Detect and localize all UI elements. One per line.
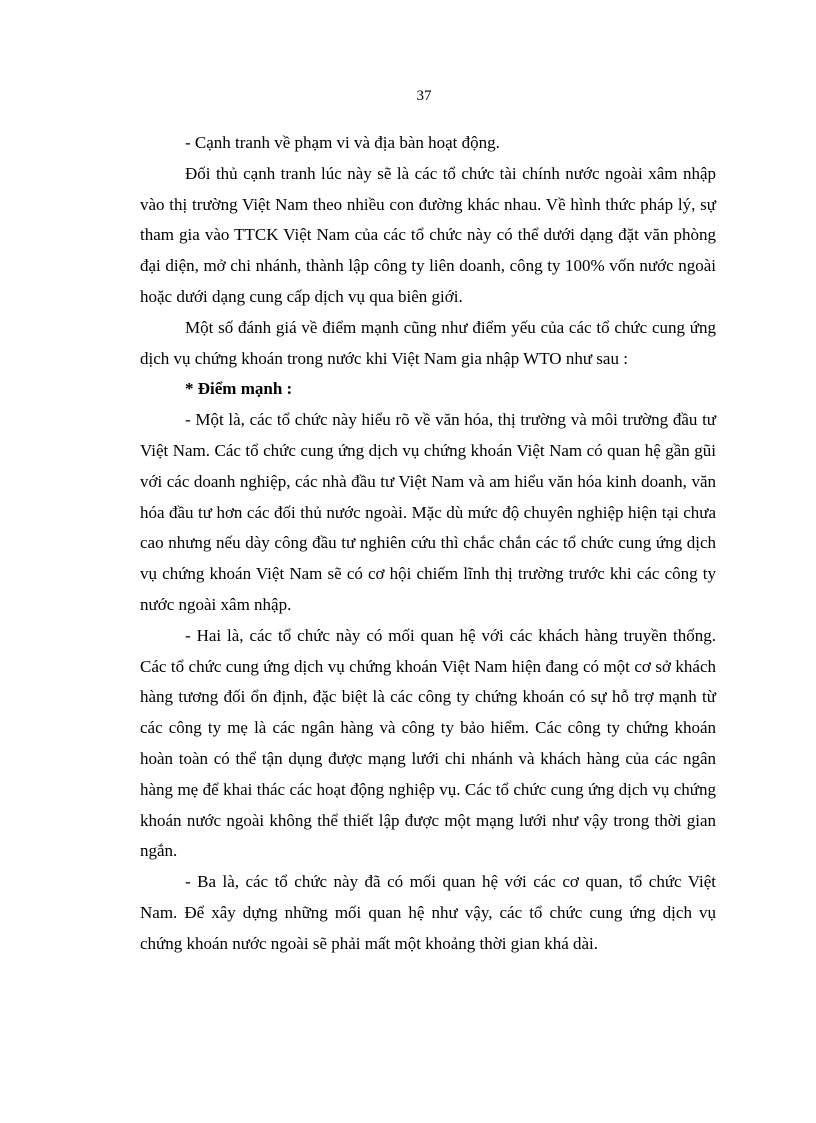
- paragraph-foreign-competitors: Đối thủ cạnh tranh lúc này sẽ là các tổ chức tài chính nước ngoài xâm nhập vào thị trường Việt Nam theo nhiều con đường khác nhau. Về hình thức pháp lý, sự tham gia vào TTCK Việt Nam của các tổ chức này có thể dưới dạng đặt văn phòng đại diện, mở chi nhánh, thành lập công ty liên doanh, công ty 100% vốn nước ngoài hoặc dưới dạng cung cấp dịch vụ qua biên giới.: [140, 163, 716, 306]
- paragraph-assessment-intro: Một số đánh giá về điểm mạnh cũng như điểm yếu của các tổ chức cung ứng dịch vụ chứng khoán trong nước khi Việt Nam gia nhập WTO như sau :: [140, 317, 716, 368]
- strength-item-3: - Ba là, các tổ chức này đã có mối quan hệ với các cơ quan, tổ chức Việt Nam. Để xây dựng những mối quan hệ như vậy, các tổ chức cung ứng dịch vụ chứng khoán nước ngoài sẽ phải mất một khoảng thời gian khá dài.: [140, 872, 716, 953]
- document-body: [140, 128, 716, 960]
- strength-item-2: - Hai là, các tổ chức này có mối quan hệ với các khách hàng truyền thống. Các tổ chức cung ứng dịch vụ chứng khoán Việt Nam hiện đang có một cơ sở khách hàng tương đối ổn định, đặc biệt là các công ty chứng khoán có sự hỗ trợ mạnh từ các công ty mẹ là các ngân hàng và công ty bảo hiểm. Các công ty chứng khoán hoàn toàn có thể tận dụng được mạng lưới chi nhánh và khách hàng của các ngân hàng mẹ để khai thác các hoạt động nghiệp vụ. Các tổ chức cung ứng dịch vụ chứng khoán nước ngoài không thể thiết lập được một mạng lưới như vậy trong thời gian ngắn.: [140, 625, 716, 861]
- strength-item-1: - Một là, các tổ chức này hiểu rõ về văn hóa, thị trường và môi trường đầu tư Việt Nam. Các tổ chức cung ứng dịch vụ chứng khoán Việt Nam có quan hệ gần gũi với các doanh nghiệp, các nhà đầu tư Việt Nam và am hiểu văn hóa kinh doanh, văn hóa đầu tư hơn các đối thủ nước ngoài. Mặc dù mức độ chuyên nghiệp hiện tại chưa cao nhưng nếu dày công đầu tư nghiên cứu thì chắc chắn các tổ chức cung ứng dịch vụ chứng khoán Việt Nam sẽ có cơ hội chiếm lĩnh thị trường trước khi các công ty nước ngoài xâm nhập.: [140, 410, 716, 614]
- page-number: 37: [416, 88, 432, 104]
- paragraph-competition-scope: - Cạnh tranh về phạm vi và địa bàn hoạt động.: [185, 133, 500, 152]
- strengths-heading: * Điểm mạnh :: [185, 379, 293, 399]
